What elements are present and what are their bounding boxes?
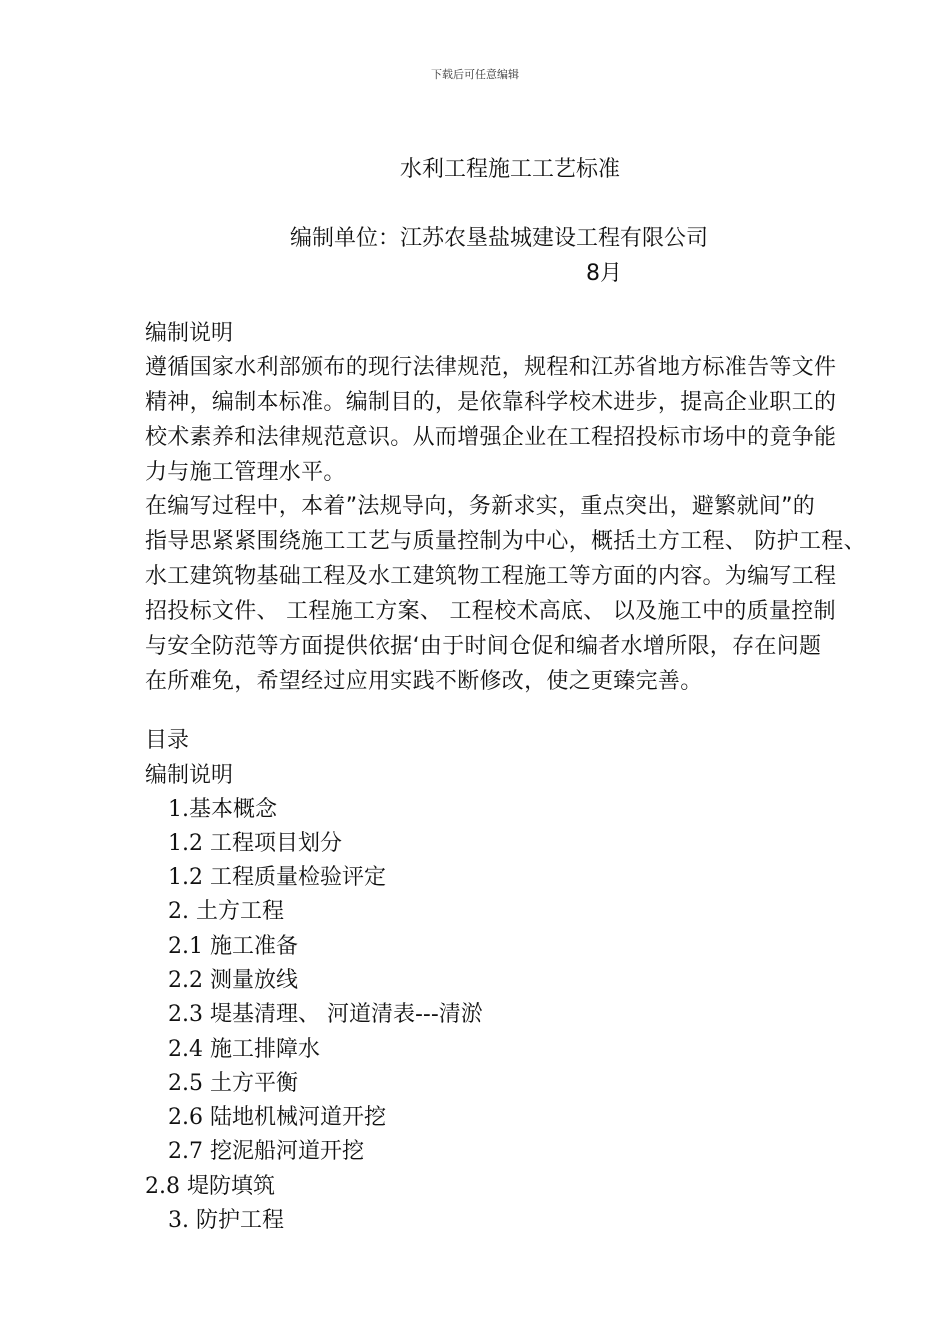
- toc-item: [168, 963, 298, 994]
- toc-item-text: 工程质量检验评定: [210, 865, 387, 890]
- toc-item-text: 施工排障水: [210, 1037, 321, 1062]
- toc-item-number: 1.2: [168, 865, 203, 890]
- intro-para2-line: 招投标文件、 工程施工方案、 工程校术高底、 以及施工中的质量控制: [145, 599, 836, 624]
- toc-item-number: 2.8: [145, 1174, 180, 1199]
- toc-item-text: 施工准备: [210, 934, 299, 959]
- intro-para1-line: 遵循国家水利部颁布的现行法律规范，规程和江苏省地方标准告等文件: [145, 355, 837, 380]
- toc-item-text: 堤基清理、 河道清表---清淤: [210, 1002, 483, 1027]
- header-note: 下载后可任意编辑: [431, 68, 519, 81]
- toc-item-text: 堤防填筑: [187, 1174, 276, 1199]
- intro-para2-line: 在编写过程中，本着”法规导向，务新求实，重点突出，避繁就间”的: [145, 494, 816, 519]
- toc-item-number: 2.4: [168, 1037, 203, 1062]
- toc-item-text: 土方平衡: [210, 1071, 299, 1096]
- toc-item-number: 2.: [168, 899, 189, 924]
- intro-para1-line: 精神，编制本标准。编制目的，是依靠科学校术进步，提高企业职工的: [145, 390, 837, 415]
- intro-para2-line: 在所难免，希望经过应用实践不断修改，使之更臻完善。: [145, 669, 703, 694]
- toc-item: [168, 1203, 284, 1234]
- toc-item-number: 2.5: [168, 1071, 203, 1096]
- intro-para1-line: 力与施工管理水平。: [145, 460, 346, 485]
- toc-item-text: 土方工程: [196, 899, 285, 924]
- toc-item: [168, 929, 298, 960]
- toc-item-number: 2.6: [168, 1105, 203, 1130]
- toc-item: [168, 894, 284, 925]
- toc-item-number: 1.2: [168, 831, 203, 856]
- toc-item-number: 2.1: [168, 934, 203, 959]
- intro-para1-line: 校术素养和法律规范意识。从而增强企业在工程招投标市场中的竟争能: [145, 425, 837, 450]
- toc-item: [168, 1134, 364, 1165]
- intro-heading: 编制说明: [145, 321, 234, 346]
- intro-para2-line: 指导思紧紧围绕施工工艺与质量控制为中心，概括土方工程、 防护工程、: [145, 529, 866, 554]
- toc-item: [145, 758, 233, 789]
- toc-item-number: 2.2: [168, 968, 203, 993]
- toc-item-text: 编制说明: [145, 763, 234, 788]
- toc-item: [168, 997, 483, 1028]
- month-line: 8月: [586, 261, 622, 286]
- toc-item-number: 2.7: [168, 1139, 203, 1164]
- toc-item-text: 陆地机械河道开挖: [210, 1105, 387, 1130]
- toc-item-text: 测量放线: [210, 968, 299, 993]
- toc-item: [168, 860, 386, 891]
- toc-item: [145, 1169, 275, 1200]
- toc-item-number: 1.: [168, 797, 189, 822]
- toc-item: [168, 1100, 386, 1131]
- toc-item: [168, 1032, 320, 1063]
- intro-para2-line: 水工建筑物基础工程及水工建筑物工程施工等方面的内容。为编写工程: [145, 564, 837, 589]
- document-title: 水利工程施工工艺标准: [399, 157, 620, 182]
- toc-item: [168, 1066, 298, 1097]
- toc-heading: 目录: [145, 728, 190, 753]
- toc-item-number: 3.: [168, 1208, 189, 1233]
- organization-line: 编制单位：江苏农垦盐城建设工程有限公司: [290, 226, 709, 251]
- toc-item: [168, 792, 277, 823]
- intro-para2-line: 与安全防范等方面提供依据‘由于时间仓促和编者水增所限，存在问题: [145, 634, 822, 659]
- toc-item-text: 挖泥船河道开挖: [210, 1139, 365, 1164]
- toc-item-text: 工程项目划分: [210, 831, 343, 856]
- toc-item-number: 2.3: [168, 1002, 203, 1027]
- toc-item-text: 防护工程: [196, 1208, 285, 1233]
- toc-item: [168, 826, 342, 857]
- toc-item-text: 基本概念: [189, 797, 278, 822]
